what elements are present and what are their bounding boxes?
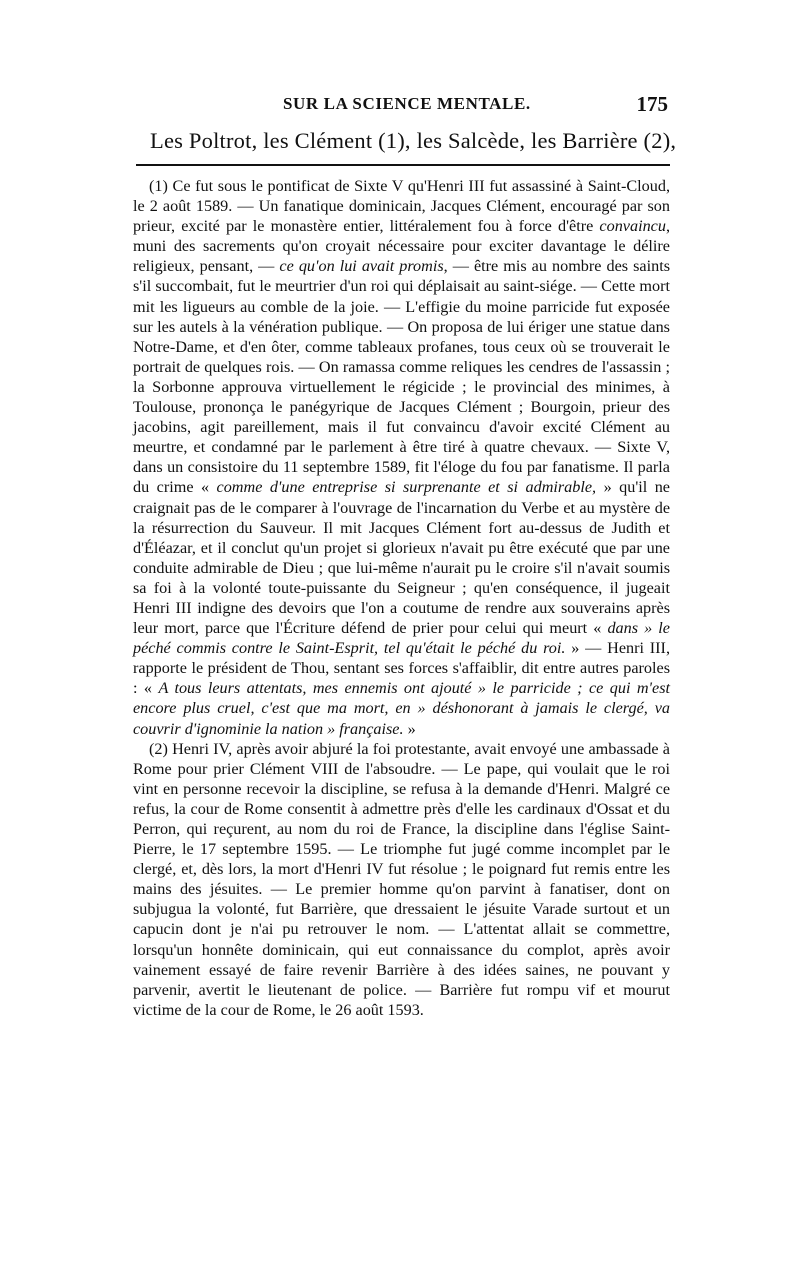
footnote-segment: , — être mis au nombre des saints s'il succombait, fut le meurtrier d'un roi qui déplaisait au saint-siége. — Cette mort mit les ligueurs au comble de la joie. — L'effigie du moine parricide fut exposée sur les autels à la vénération publique. — On proposa de lui ériger une statue dans Notre-Dame, et d'en ôter, comme tableaux profanes, tous ceux où se trouverait le portrait de quelques rois. — On ramassa comme reliques les cendres de l'assassin ; la Sorbonne approuva virtuellement le régicide ; le provincial des minimes, à Toulouse, prononça le panégyrique de Jacques Clément ; Bourgoin, prieur des jacobins, agit pareillement, mais il fut convaincu d'avoir excité Clément au meurtre, et condamné par le parlement à être tiré à quatre chevaux. — Sixte V, dans un consistoire du 11 septembre 1589, fit l'éloge du fou par fanatisme. Il parla du crime « bbox=[133, 257, 670, 497]
footnote-segment: (2) Henri IV, après avoir abjuré la foi protestante, avait envoyé une ambassade à Rome pour prier Clément VIII de l'absoudre. — Le pape, qui voulait que le roi vint en personne recevoir la discipline, se refusa à la demande d'Henri. Malgré ce refus, la cour de Rome consentit à admettre près d'elle les cardinaux d'Ossat et du Perron, qui reçurent, au nom du roi de France, la discipline dans l'église Saint-Pierre, le 17 septembre 1595. — Le triomphe fut jugé comme incomplet par le clergé, et, dès lors, la mort d'Henri IV fut résolue ; le poignard fut remis entre les mains des jésuites. — Le premier homme qu'on parvint à fanatiser, dont on subjugua la volonté, fut Barrière, que dressaient le jésuite Varade surtout et un capucin dont je n'ai pu retrouver le nom. — L'attentat allait se commettre, lorsqu'un honnête dominicain, qui eut connaissance du complot, après avoir vainement essayé de faire revenir Barrière à des idées saines, ne pouvant y parvenir, avertit le lieutenant de police. — Barrière fut rompu vif et mourut victime de la cour de Rome, le 26 août 1593. bbox=[133, 739, 670, 1019]
footnote-segment-italic: dans » le péché commis contre le Saint-Esprit, tel qu'était le péché du roi. bbox=[133, 619, 670, 658]
footnote-segment-italic: comme d'une entreprise si surprenante et si admirable, bbox=[216, 478, 597, 497]
footnote-1 bbox=[133, 176, 670, 739]
footnote-segment: (1) Ce fut sous le pontificat de Sixte V qu'Henri III fut assassiné à Saint-Cloud, le 2 août 1589. — Un fanatique dominicain, Jacques Clément, encouragé par son prieur, excité par le monastère entier, littéralement fou à force d'être bbox=[133, 177, 670, 236]
footnote-2 bbox=[133, 739, 670, 1020]
running-title: SUR LA SCIENCE MENTALE. bbox=[283, 94, 531, 113]
footnote-segment: » qu'il ne craignait pas de le comparer à l'ouvrage de l'incarnation du Verbe et au mystère de la résurrection du Sauveur. Il mit Jacques Clément fort au-dessus de Judith et d'Éléazar, et il conclut qu'un projet si glorieux n'avait pu être exécuté que par une conduite admirable de Dieu ; que lui-même n'aurait pu le croire s'il n'avait soumis sa foi à la volonté toute-puissante du Seigneur ; qu'en conséquence, il jugeait Henri III indigne des devoirs que l'on a coutume de rendre aux souverains après leur mort, parce que l'Écriture défend de prier pour celui qui meurt « bbox=[133, 478, 670, 638]
footnote-segment-italic: A tous leurs attentats, mes ennemis ont ajouté » le parricide ; ce qui m'est encore plus cruel, c'est que ma mort, en » déshonorant à jamais le clergé, va couvrir d'ignominie la nation » française. bbox=[133, 679, 670, 738]
footnote-segment: , muni des sacrements qu'on croyait nécessaire pour exciter davantage le délire religieux, pensant, — bbox=[133, 217, 670, 276]
footnote-segment: » bbox=[403, 719, 416, 738]
footnote-segment-italic: convaincu bbox=[599, 217, 666, 236]
footnote-segment-italic: ce qu'on lui avait promis bbox=[279, 257, 444, 276]
footnote-separator-rule bbox=[136, 164, 670, 166]
footnote-segment: » — Henri III, rapporte le président de Thou, sentant ses forces s'affaiblir, dit entre autres paroles : « bbox=[133, 639, 670, 698]
footnotes bbox=[133, 176, 670, 1020]
running-head bbox=[133, 92, 668, 122]
page-number: 175 bbox=[636, 92, 668, 116]
body-text-line: Les Poltrot, les Clément (1), les Salcède, les Barrière (2), bbox=[150, 128, 677, 153]
